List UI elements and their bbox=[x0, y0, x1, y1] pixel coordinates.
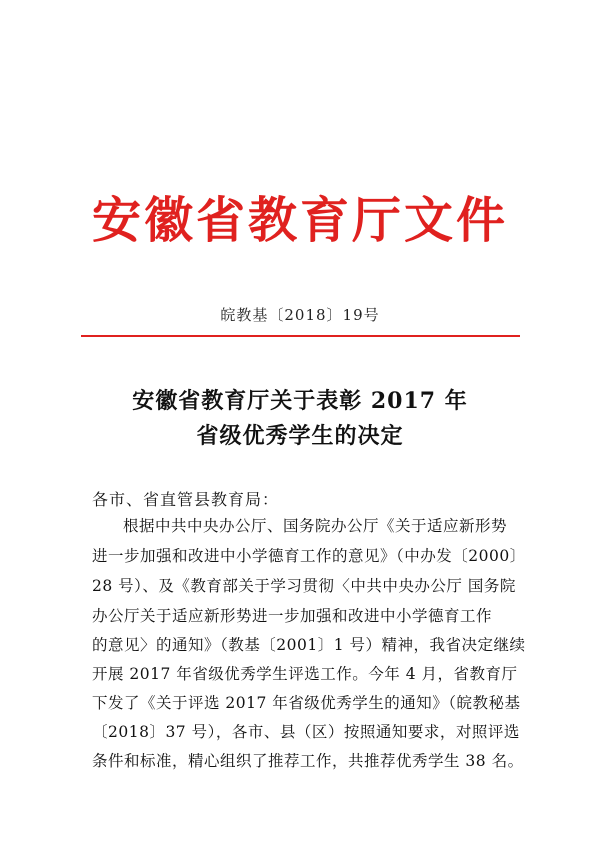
body-line-4: 办公厅关于适应新形势进一步加强和改进中小学德育工作 bbox=[92, 607, 493, 625]
body-line-9: 条件和标准，精心组织了推荐工作，共推荐优秀学生 38 名。 bbox=[92, 752, 524, 770]
salutation: 各市、省直管县教育局： bbox=[92, 490, 280, 509]
body-line-7: 下发了《关于评选 2017 年省级优秀学生的通知》（皖教秘基 bbox=[92, 694, 521, 712]
body-line-5: 的意见〉的通知》（教基〔2001〕1 号）精神，我省决定继续 bbox=[92, 636, 526, 654]
red-divider-line bbox=[81, 335, 520, 337]
body-line-8: 〔2018〕37 号），各市、县（区）按照通知要求，对照评选 bbox=[92, 723, 520, 741]
body-line-2: 进一步加强和改进中小学德育工作的意见》（中办发〔2000〕 bbox=[92, 547, 526, 565]
document-title-line-1: 安徽省教育厅关于表彰 2017 年 bbox=[132, 388, 468, 414]
document-title-line-2: 省级优秀学生的决定 bbox=[196, 423, 404, 449]
document-number: 皖教基〔2018〕19号 bbox=[220, 306, 380, 324]
body-line-3: 28 号）、及《教育部关于学习贯彻〈中共中央办公厅 国务院 bbox=[92, 577, 516, 595]
body-line-6: 开展 2017 年省级优秀学生评选工作。今年 4 月，省教育厅 bbox=[92, 665, 518, 683]
body-line-1: 根据中共中央办公厅、国务院办公厅《关于适应新形势 bbox=[123, 517, 508, 535]
document-masthead: 安徽省教育厅文件 bbox=[91, 191, 508, 249]
